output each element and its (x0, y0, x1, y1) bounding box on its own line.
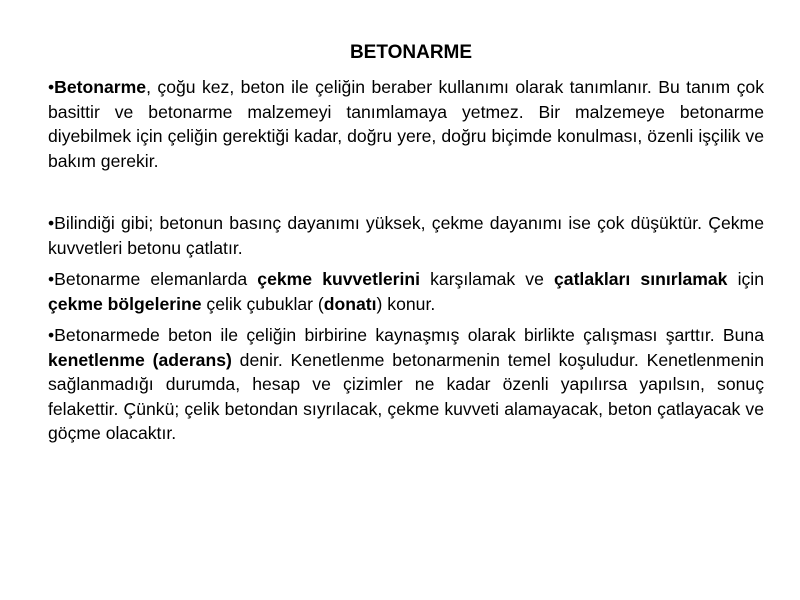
bullet: • (48, 213, 55, 233)
paragraph-text: , çoğu kez, beton ile çeliğin beraber kullanımı olarak tanımlanır. Bu tanım çok basittir ve betonarme malzemeyi tanımlamaya yetmez. Bir malzemeye betonarme diyebilmek için çeliğin gerektiği kadar, doğru yere, doğru biçimde konulması, özenli işçilik ve bakım gerekir. (48, 77, 764, 171)
term-tension-zones: çekme bölgelerine (48, 293, 202, 314)
term-betonarme: Betonarme (54, 77, 147, 97)
paragraph-text: karşılamak ve (420, 269, 554, 289)
paragraph-text: denir. Kenetlenme betonarmenin temel koşuludur. Kenetlenmenin sağlanmadığı durumda, hesap ve çizimler ne kadar özenli yapılırsa yapılsın, sonuç felakettir. Çünkü; çelik betondan sıyrılacak, çekme kuvveti alamayacak, beton çatlayacak ve göçme olacaktır. (48, 349, 764, 443)
paragraph-text: Bilindiği gibi; betonun basınç dayanımı yüksek, çekme dayanımı ise çok düşüktür. Çekme kuvvetleri betonu çatlatır. (48, 213, 764, 258)
paragraph-text: Betonarmede beton ile çeliğin birbirine kaynaşmış olarak birlikte çalışması şarttır. Buna (54, 325, 764, 345)
term-kenetlenme: kenetlenme (aderans) (48, 349, 232, 370)
term-limit-cracks: çatlakları sınırlamak (554, 269, 728, 289)
bullet: • (48, 325, 55, 345)
bullet: • (48, 269, 55, 289)
paragraph-betonarme-definition (48, 75, 764, 173)
paragraph-text: ) konur. (376, 293, 436, 314)
paragraph-concrete-strength (48, 211, 764, 260)
paragraph-text: için (727, 269, 764, 289)
slide-title: BETONARME (349, 42, 473, 63)
paragraph-text: Betonarme elemanlarda (54, 269, 258, 289)
term-tensile-forces: çekme kuvvetlerini (257, 269, 420, 289)
term-donati: donatı (323, 293, 377, 314)
slide-body (48, 75, 764, 446)
paragraph-bonding (48, 323, 764, 446)
bullet: • (48, 77, 55, 97)
paragraph-reinforcement (48, 267, 764, 316)
paragraph-text: çelik çubuklar ( (201, 293, 324, 314)
